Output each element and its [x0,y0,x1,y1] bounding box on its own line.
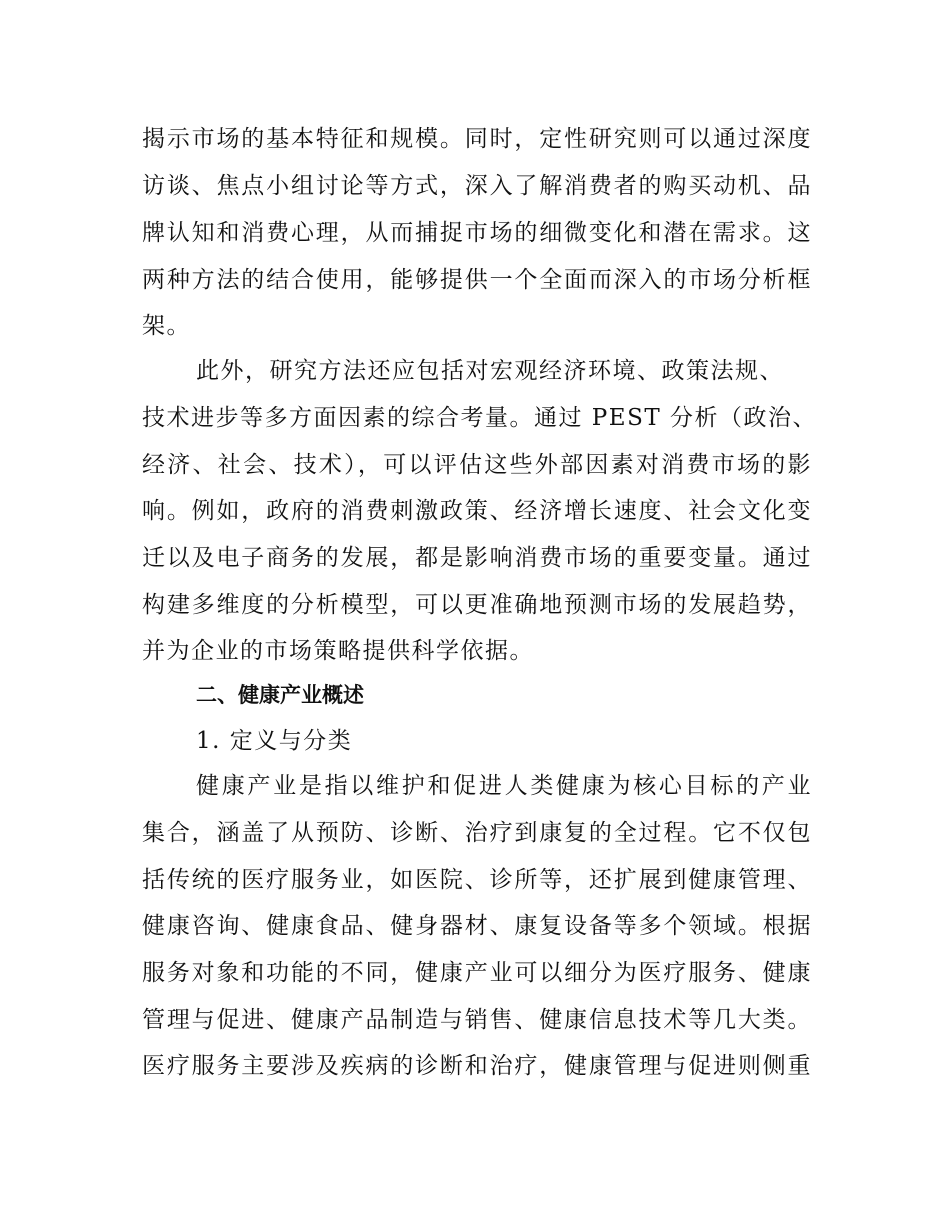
paragraph-line: 两种方法的结合使用，能够提供一个全面而深入的市场分析框 [142,267,812,293]
paragraph-line: 服务对象和功能的不同，健康产业可以细分为医疗服务、健康 [142,960,812,986]
paragraph-line: 健康咨询、健康食品、健身器材、康复设备等多个领域。根据 [142,913,812,939]
section-heading: 二、健康产业概述 [196,683,364,707]
paragraph-line: 管理与促进、健康产品制造与销售、健康信息技术等几大类。 [142,1007,812,1033]
paragraph-line: 集合，涵盖了从预防、诊断、治疗到康复的全过程。它不仅包 [142,820,812,846]
paragraph-line: 构建多维度的分析模型，可以更准确地预测市场的发展趋势， [142,592,812,618]
paragraph-line: 响。例如，政府的消费刺激政策、经济增长速度、社会文化变 [142,498,812,524]
subsection-heading: 1. 定义与分类 [196,728,353,754]
paragraph-line: 技术进步等多方面因素的综合考量。通过 PEST 分析（政治、 [142,405,817,431]
paragraph-line: 牌认知和消费心理，从而捕捉市场的细微变化和潜在需求。这 [142,220,812,246]
paragraph-line: 此外，研究方法还应包括对宏观经济环境、政策法规、 [196,358,784,384]
paragraph-line: 括传统的医疗服务业，如医院、诊所等，还扩展到健康管理、 [142,867,812,893]
paragraph-line: 迁以及电子商务的发展，都是影响消费市场的重要变量。通过 [142,545,812,571]
paragraph-line: 访谈、焦点小组讨论等方式，深入了解消费者的购买动机、品 [142,173,812,199]
paragraph-line: 并为企业的市场策略提供科学依据。 [142,638,534,664]
paragraph-line: 健康产业是指以维护和促进人类健康为核心目标的产业 [196,773,812,799]
paragraph-line: 经济、社会、技术），可以评估这些外部因素对消费市场的影 [142,452,812,478]
paragraph-line: 架。 [142,313,191,339]
paragraph-line: 医疗服务主要涉及疾病的诊断和治疗，健康管理与促进则侧重 [142,1053,812,1079]
paragraph-line: 揭示市场的基本特征和规模。同时，定性研究则可以通过深度 [142,126,812,152]
